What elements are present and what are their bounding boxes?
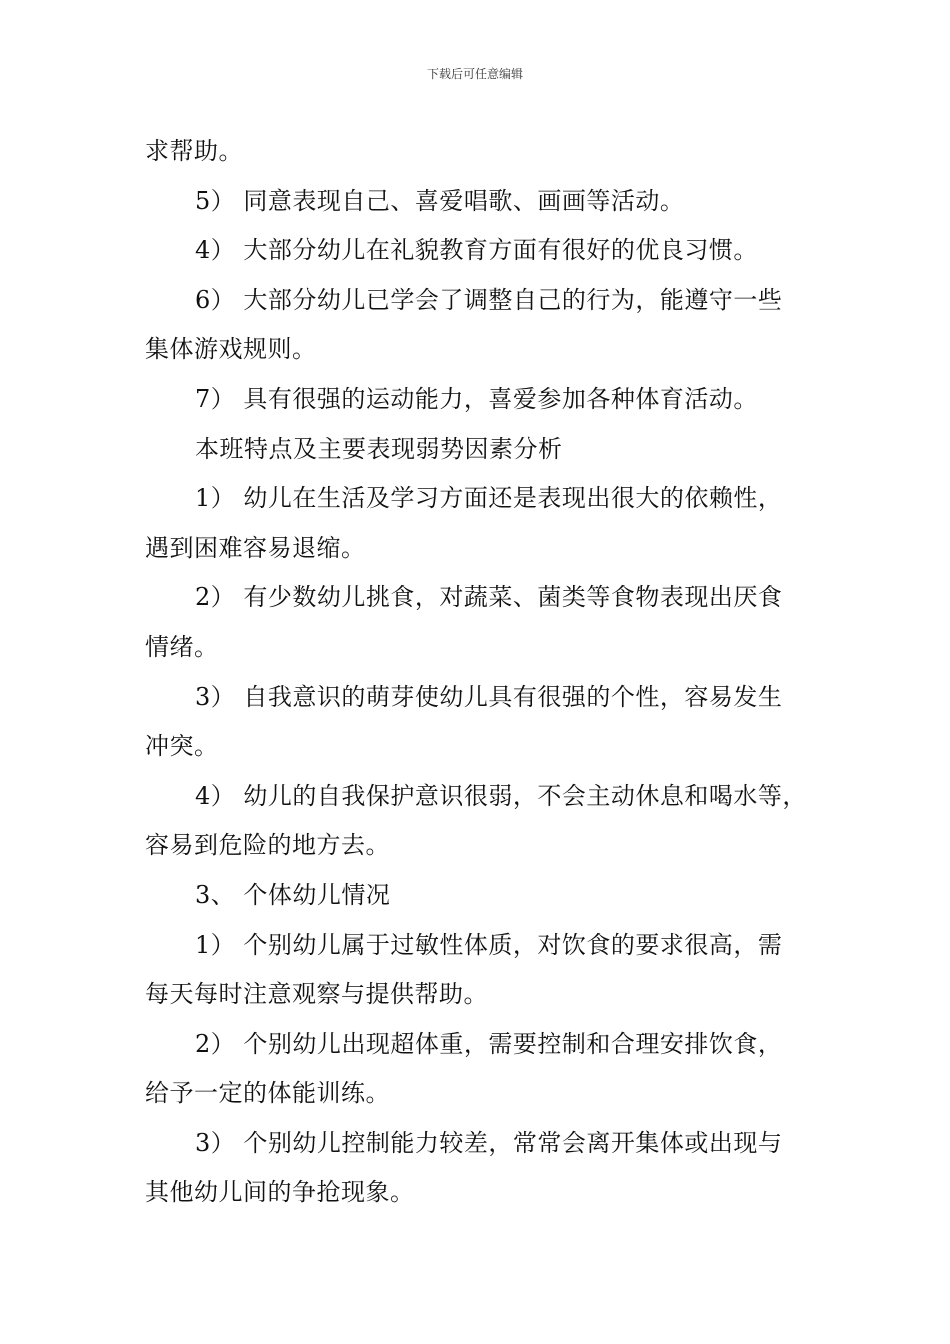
text-line: 1） 幼儿在生活及学习方面还是表现出很大的依赖性， [195, 484, 783, 513]
text-line: 2） 个别幼儿出现超体重，需要控制和合理安排饮食， [195, 1029, 783, 1058]
text-line: 3） 个别幼儿控制能力较差，常常会离开集体或出现与 [195, 1128, 783, 1157]
section-heading: 本班特点及主要表现弱势因素分析 [195, 434, 563, 463]
text-line: 4） 大部分幼儿在礼貌教育方面有很好的优良习惯。 [195, 236, 758, 265]
text-line: 3） 自我意识的萌芽使幼儿具有很强的个性，容易发生 [195, 682, 783, 711]
text-line: 求帮助。 [145, 137, 243, 165]
text-line: 1） 个别幼儿属于过敏性体质，对饮食的要求很高，需 [195, 930, 783, 959]
text-line: 7） 具有很强的运动能力，喜爱参加各种体育活动。 [195, 384, 758, 413]
text-line: 其他幼儿间的争抢现象。 [145, 1178, 415, 1207]
text-line: 5） 同意表现自己、喜爱唱歌、画画等活动。 [195, 186, 685, 215]
text-line: 给予一定的体能训练。 [145, 1079, 390, 1108]
text-line: 4） 幼儿的自我保护意识很弱，不会主动休息和喝水等， [195, 781, 807, 810]
text-line: 冲突。 [145, 732, 219, 761]
text-line: 每天每时注意观察与提供帮助。 [145, 980, 488, 1009]
text-line: 情绪。 [145, 632, 219, 661]
text-line: 6） 大部分幼儿已学会了调整自己的行为，能遵守一些 [195, 285, 783, 314]
page-header: 下载后可任意编辑 [426, 67, 523, 81]
section-heading: 3、 个体幼儿情况 [195, 880, 391, 909]
text-line: 集体游戏规则。 [145, 335, 317, 364]
document-body [145, 127, 810, 1218]
text-line: 容易到危险的地方去。 [145, 831, 390, 860]
text-line: 遇到困难容易退缩。 [145, 533, 366, 562]
text-line: 2） 有少数幼儿挑食，对蔬菜、菌类等食物表现出厌食 [195, 583, 783, 612]
